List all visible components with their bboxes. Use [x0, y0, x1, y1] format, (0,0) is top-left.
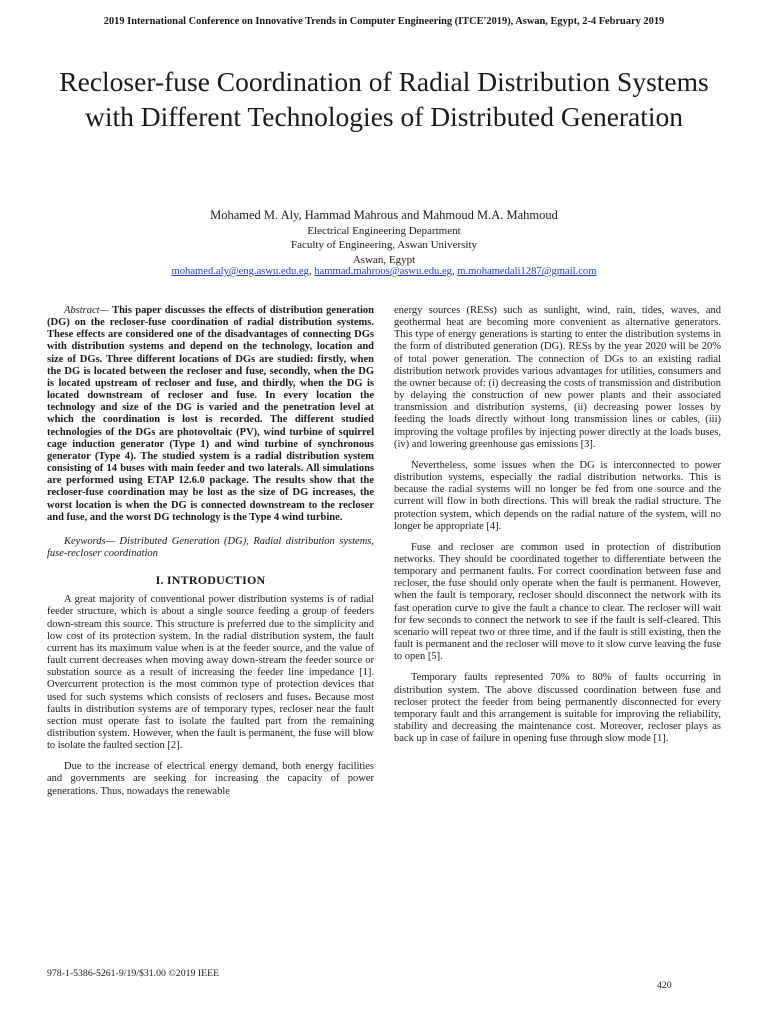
right-paragraph-1: energy sources (RESs) such as sunlight, wind, rain, tides, waves, and geothermal heat are becoming more convenient as alternative generators. This type of energy generations is starting to enter the distribution systems in the form of distributed generation (DG). RESs by the year 2020 will be 20% of total power generation. The connection of DGs to an existing radial distribution network provides various advantages for utilities, consumers and the owner because of: (i) decreasing the costs of transmission and distribution by delaying the construction of new power plants and their associated transmission and distribution systems, (ii) decreasing power losses by feeding the loads directly without long transmission lines or cables, (iii) improving the voltage profiles by injecting power directly at the loads buses, (iv) and lowering greenhouse gas emissions [3].: [394, 305, 721, 450]
affiliation-city: Aswan, Egypt: [352, 253, 416, 266]
affiliation: [0, 224, 768, 267]
email-link-mahrous[interactable]: hammad.mahroos@aswu.edu.eg: [314, 266, 452, 277]
email-link-aly[interactable]: mohamed.aly@eng.aswu.edu.eg: [171, 266, 309, 277]
affiliation-department: Electrical Engineering Department: [307, 225, 461, 237]
email-link-mahmoud[interactable]: m.mohamedali1287@gmail.com: [457, 266, 597, 277]
abstract-label: Abstract—: [64, 305, 109, 316]
right-paragraph-4: Temporary faults represented 70% to 80% of faults occurring in distribution system. The above discussed coordination between fuse and recloser protect the feeder from being permanently disconnected for every temporary fault and this arrangement is suitable for improving the reliability, stability and decreasing the maintenance cost. Moreover, recloser plays as back up in case of failure in opening fuse through slow mode [1].: [394, 672, 721, 745]
left-column: [47, 305, 374, 807]
section-heading-introduction: I. INTRODUCTION: [155, 573, 266, 588]
author-list: Mohamed M. Aly, Hammad Mahrous and Mahmoud M.A. Mahmoud: [210, 208, 558, 222]
keywords-label: Keywords—: [64, 535, 115, 547]
email-list: mohamed.aly@eng.aswu.edu.eg, hammad.mahroos@aswu.edu.eg, m.mohamedali1287@gmail.com: [171, 266, 597, 277]
paper-title: Recloser-fuse Coordination of Radial Distribution Systems with Different Technologies of Distributed Generation: [59, 66, 709, 132]
abstract: [47, 305, 374, 524]
affiliation-faculty: Faculty of Engineering, Aswan University: [290, 239, 478, 252]
abstract-text: This paper discusses the effects of distribution generation (DG) on the recloser-fuse coordination of radial distribution systems. These effects are considered one of the disadvantages of connecting DGs with distribution systems and depend on the technology, location and size of DGs. Three different locations of DGs are studied: firstly, when the DG is located between the recloser and fuse, secondly, when the DG is located upstream of recloser and fuse, and thirdly, when the DG is located downstream of recloser and fuse. In every location the technology and size of the DG is varied and the penetration level at which the coordination is lost is recorded. The different studied technologies of the DGs are photovoltaic (PV), wind turbine of squirrel cage induction generator (Type 1) and wind turbine of synchronous generator (Type 4). The studied system is a radial distribution system consisting of 14 buses with main feeder and two laterals. All simulations are performed using ETAP 12.6.0 package. The results show that the recloser-fuse coordination may be lost as the size of DG increases, the worst location is when the DG is connected downstream to the recloser and fuse, and the worst DG technology is the Type 4 wind turbine.: [47, 305, 374, 523]
right-paragraph-2: Nevertheless, some issues when the DG is interconnected to power distribution systems, especially the radial distribution networks. This is because the radial systems will no longer be fed from one source and the current will flow in both directions. This will break the radial structure. The protection system, which depends on the radial nature of the system, will no longer be appropriate [4].: [394, 459, 721, 532]
right-paragraph-3: Fuse and recloser are common used in protection of distribution networks. They should be coordinated together to differentiate between the temporary and permanent faults. For correct coordination between fuse and recloser, the fuse should only operate when the fault is permanent. However, when the fault is temporary, recloser should disconnect the network with its fast operation curve to give the fault a chance to clear. The recloser will wait for few seconds to connect the network to see if the fault is self-cleared. This scenario will repeat two or three time, and if the fault is still existing, then the fault is permanent and the recloser will move to it slow curve leaving the fuse to open [5].: [394, 541, 721, 663]
footer-isbn: 978-1-5386-5261-9/19/$31.00 ©2019 IEEE: [47, 968, 220, 979]
keywords-text: Distributed Generation (DG), Radial distribution systems, fuse-recloser coordination: [47, 535, 374, 559]
intro-paragraph-2: Due to the increase of electrical energy demand, both energy facilities and governments are seeking for increasing the capacity of power generations. Thus, nowadays the renewable: [47, 761, 374, 797]
keywords: [47, 536, 374, 560]
conference-header: 2019 International Conference on Innovative Trends in Computer Engineering (ITCE'2019), Aswan, Egypt, 2-4 February 2019: [103, 16, 665, 27]
right-column: [394, 305, 721, 754]
intro-paragraph-1: A great majority of conventional power distribution systems is of radial feeder structure, which is about a single source feeding a group of feeders down-stream this source. This structure is preferred due to the simplicity and low cost of its protection system. In the radial distribution system, the fault current has its maximum value when is at the feeder source, and the value of fault current decreases when moving away down-stream the feeder source or substation source as a result of increasing the feeder line impedance [1]. Overcurrent protection is the most common type of protection devices that used for such systems which consists of reclosers and fuses. Because most faults in distribution systems are of temporary types, recloser near the fault section must operate fast to isolate the faulted part from the remaining distribution system. However, when the fault is permanent, the fuse will blow to isolate the faulted section [2].: [47, 594, 374, 752]
page-number: 420: [657, 980, 672, 991]
